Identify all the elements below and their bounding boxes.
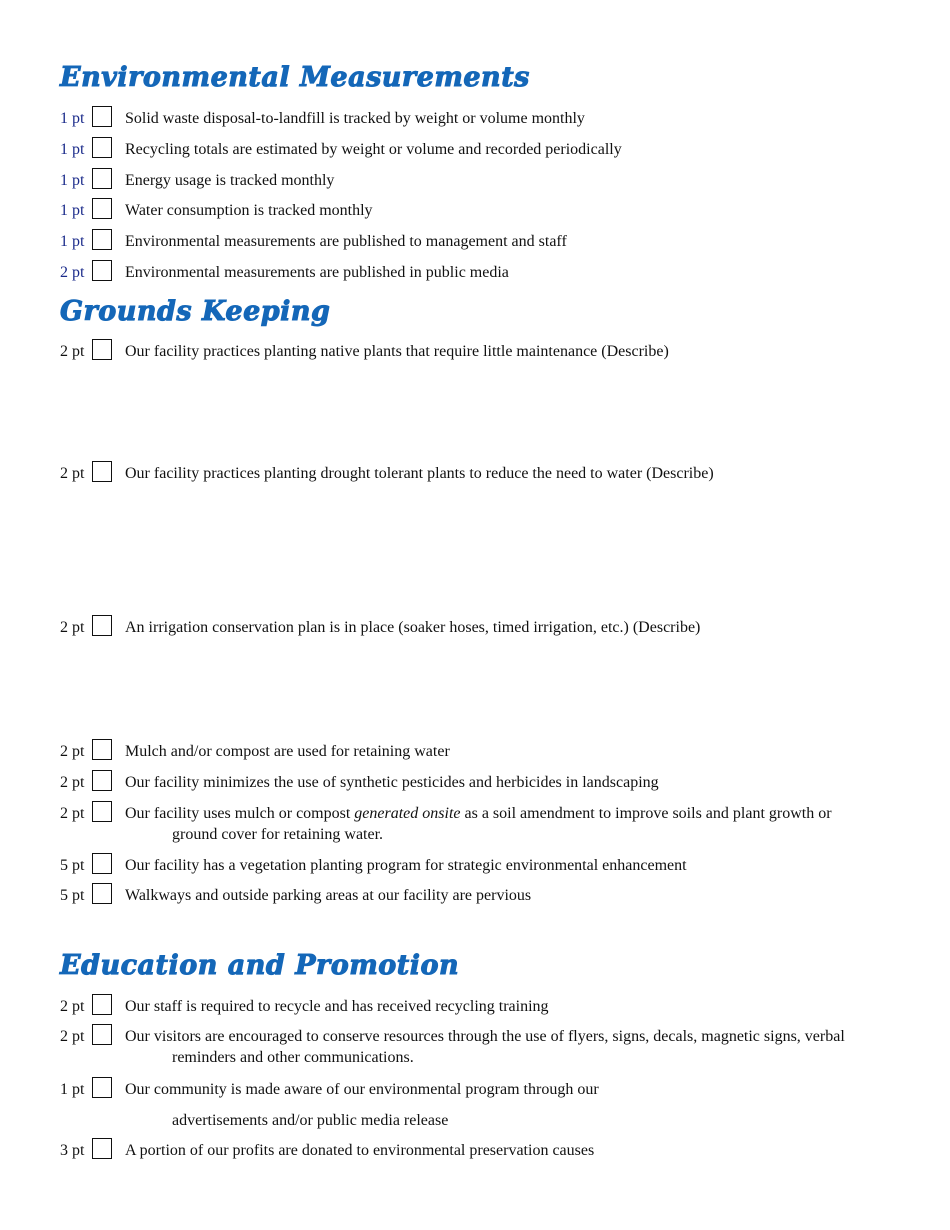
item-text: Our facility practices planting native plants that require little maintenance (Describe) [125, 343, 669, 360]
checklist-item [60, 773, 910, 797]
checklist-item [60, 886, 910, 910]
points-label: 2 pt [60, 619, 85, 636]
points-label: 1 pt [60, 141, 85, 158]
item-text: Water consumption is tracked monthly [125, 202, 373, 219]
checklist-item [60, 342, 910, 366]
checkbox[interactable] [92, 106, 112, 127]
item-text: An irrigation conservation plan is in place (soaker hoses, timed irrigation, etc.) (Describe) [125, 619, 701, 636]
checkbox[interactable] [92, 770, 112, 791]
checkbox[interactable] [92, 168, 112, 189]
points-label: 5 pt [60, 857, 85, 874]
checkbox[interactable] [92, 1024, 112, 1045]
checklist-item [60, 742, 910, 766]
points-label: 2 pt [60, 343, 85, 360]
points-label: 2 pt [60, 465, 85, 482]
checkbox[interactable] [92, 339, 112, 360]
checkbox[interactable] [92, 1138, 112, 1159]
item-text: Mulch and/or compost are used for retaining water [125, 743, 450, 760]
points-label: 2 pt [60, 805, 85, 822]
checklist-item [60, 201, 910, 225]
checklist-item [60, 1027, 910, 1071]
item-text: Our visitors are encouraged to conserve resources through the use of flyers, signs, decals, magnetic signs, verbal [125, 1028, 845, 1045]
checkbox[interactable] [92, 260, 112, 281]
item-text: Our facility minimizes the use of synthetic pesticides and herbicides in landscaping [125, 774, 659, 791]
points-label: 2 pt [60, 1028, 85, 1045]
checklist-item [60, 171, 910, 195]
points-label: 2 pt [60, 743, 85, 760]
checklist-item [60, 1080, 910, 1130]
item-text: Our facility has a vegetation planting program for strategic environmental enhancement [125, 857, 687, 874]
points-label: 2 pt [60, 264, 85, 281]
checklist-item [60, 997, 910, 1021]
checkbox[interactable] [92, 801, 112, 822]
checklist-item [60, 856, 910, 880]
points-label: 2 pt [60, 774, 85, 791]
points-label: 1 pt [60, 110, 85, 127]
checkbox[interactable] [92, 137, 112, 158]
checklist-item [60, 804, 910, 848]
checklist-item [60, 464, 910, 488]
item-text-continuation: advertisements and/or public media release [172, 1112, 449, 1129]
item-text: Energy usage is tracked monthly [125, 172, 335, 189]
checkbox[interactable] [92, 461, 112, 482]
points-label: 1 pt [60, 1081, 85, 1098]
section-heading-grounds-keeping: Grounds Keeping [60, 296, 331, 327]
section-heading-education-and-promotion: Education and Promotion [60, 950, 460, 981]
checklist-item [60, 1141, 910, 1165]
item-text: Solid waste disposal-to-landfill is tracked by weight or volume monthly [125, 110, 585, 127]
item-text: Our community is made aware of our environmental program through our [125, 1081, 599, 1098]
points-label: 2 pt [60, 998, 85, 1015]
section-heading-environmental-measurements: Environmental Measurements [60, 62, 530, 93]
item-text-continuation: ground cover for retaining water. [172, 826, 384, 843]
item-text: Walkways and outside parking areas at our facility are pervious [125, 887, 532, 904]
item-text: Our facility practices planting drought tolerant plants to reduce the need to water (Describe) [125, 465, 714, 482]
checklist-item [60, 232, 910, 256]
checklist-item [60, 618, 910, 642]
item-text: Recycling totals are estimated by weight or volume and recorded periodically [125, 141, 622, 158]
checkbox[interactable] [92, 229, 112, 250]
checkbox[interactable] [92, 853, 112, 874]
points-label: 1 pt [60, 233, 85, 250]
checkbox[interactable] [92, 615, 112, 636]
item-text: Environmental measurements are published to management and staff [125, 233, 567, 250]
checklist-item [60, 263, 910, 287]
points-label: 1 pt [60, 202, 85, 219]
item-text-continuation: reminders and other communications. [172, 1049, 414, 1066]
item-text: A portion of our profits are donated to environmental preservation causes [125, 1142, 595, 1159]
points-label: 1 pt [60, 172, 85, 189]
checklist-item [60, 109, 910, 133]
points-label: 3 pt [60, 1142, 85, 1159]
points-label: 5 pt [60, 887, 85, 904]
item-text: Environmental measurements are published in public media [125, 264, 509, 281]
checkbox[interactable] [92, 994, 112, 1015]
emphasis-text: generated onsite [354, 805, 461, 822]
item-text: Our facility uses mulch or compost generated onsite as a soil amendment to improve soils and plant growth or [125, 805, 832, 822]
checkbox[interactable] [92, 739, 112, 760]
checkbox[interactable] [92, 1077, 112, 1098]
checklist-item [60, 140, 910, 164]
item-text: Our staff is required to recycle and has received recycling training [125, 998, 549, 1015]
checkbox[interactable] [92, 198, 112, 219]
checkbox[interactable] [92, 883, 112, 904]
